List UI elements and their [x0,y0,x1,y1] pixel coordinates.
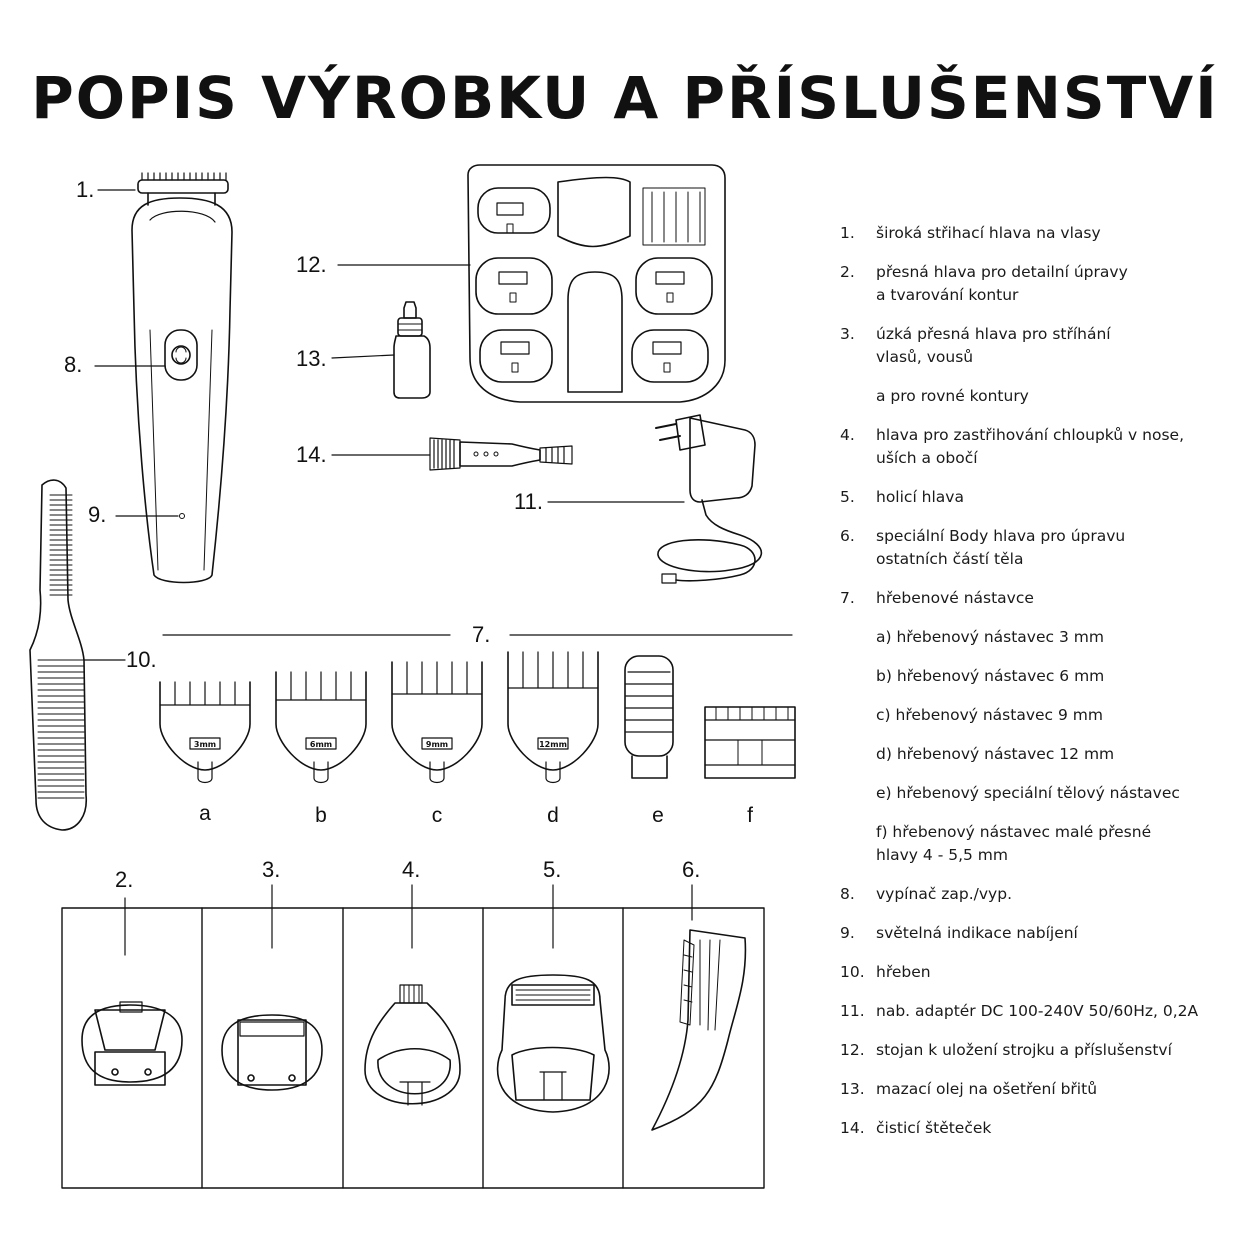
legend-text: a pro rovné kontury [876,387,1029,405]
adapter-illustration [656,415,761,583]
legend-item [840,1078,1240,1101]
comb-attachment-f [705,707,795,778]
callout-6: 6. [682,857,701,882]
comb-size-c: 9mm [425,740,449,749]
comb-attachment-d [508,652,598,783]
legend-item [840,704,1240,727]
callout-10: 10. [126,647,157,672]
legend-text: stojan k uložení strojku a příslušenství [876,1041,1172,1059]
legend-item [840,261,1240,307]
legend-text: světelná indikace nabíjení [876,924,1078,942]
head-6-illustration [652,930,745,1130]
callout-7: 7. [472,622,491,647]
legend-item [840,587,1240,610]
legend-text: speciální Body hlava pro úpravu ostatních částí těla [876,527,1126,568]
legend-text: hřeben [876,963,931,981]
callout-11: 11. [514,489,543,514]
attachment-letter-f: f [747,804,753,827]
legend-text: čisticí štěteček [876,1119,992,1137]
legend-text: c) hřebenový nástavec 9 mm [876,706,1103,724]
legend-number: 12. [840,1041,865,1059]
comb-attachment-a [160,682,250,783]
comb-attachment-b [276,672,366,783]
attachment-letter-b: b [315,804,327,827]
callout-14: 14. [296,442,327,467]
legend-item [840,1000,1240,1023]
legend-number: 10. [840,963,865,981]
parts-legend [840,222,1240,1156]
comb-attachment-c [392,662,482,783]
legend-text: široká střihací hlava na vlasy [876,224,1101,242]
legend-number: 3. [840,325,855,343]
head-2-illustration [82,1002,182,1085]
legend-item [840,1039,1240,1062]
legend-item [840,525,1240,571]
legend-text: vypínač zap./vyp. [876,885,1012,903]
legend-number: 7. [840,589,855,607]
callout-5: 5. [543,857,562,882]
legend-item [840,1117,1240,1140]
trimmer-illustration [132,173,232,583]
legend-item [840,961,1240,984]
legend-number: 9. [840,924,855,942]
legend-number: 6. [840,527,855,545]
legend-item [840,486,1240,509]
comb-size-a: 3mm [193,740,217,749]
legend-number: 8. [840,885,855,903]
legend-item [840,782,1240,805]
legend-item [840,385,1240,408]
callout-12: 12. [296,252,327,277]
legend-text: d) hřebenový nástavec 12 mm [876,745,1115,763]
legend-text: přesná hlava pro detailní úpravy a tvarování kontur [876,263,1128,304]
callout-13: 13. [296,346,327,371]
legend-item [840,743,1240,766]
callout-1: 1. [76,177,95,202]
callout-4: 4. [402,857,421,882]
legend-text: mazací olej na ošetření břitů [876,1080,1098,1098]
attachment-letter-a: a [199,802,211,825]
oil-bottle-illustration [394,302,430,398]
legend-text: f) hřebenový nástavec malé přesné hlavy 4 - 5,5 mm [876,823,1152,864]
callout-9: 9. [88,502,107,527]
brush-illustration [430,438,572,470]
comb-attachment-e [625,656,673,778]
attachment-letter-d: d [547,804,559,827]
head-3-illustration [222,1015,322,1090]
legend-item [840,922,1240,945]
legend-number: 14. [840,1119,865,1137]
head-5-illustration [498,975,610,1112]
head-4-illustration [365,985,460,1105]
callout-3: 3. [262,857,281,882]
legend-text: b) hřebenový nástavec 6 mm [876,667,1105,685]
legend-text: hlava pro zastřihování chloupků v nose, uších a obočí [876,426,1185,467]
callout-2: 2. [115,867,134,892]
legend-item [840,424,1240,470]
stand-illustration [468,165,725,402]
legend-number: 1. [840,224,855,242]
legend-item [840,626,1240,649]
legend-item [840,883,1240,906]
legend-text: nab. adaptér DC 100-240V 50/60Hz, 0,2A [876,1002,1199,1020]
legend-item [840,222,1240,245]
legend-text: a) hřebenový nástavec 3 mm [876,628,1104,646]
legend-number: 4. [840,426,855,444]
comb-size-d: 12mm [539,740,567,749]
attachment-letter-c: c [431,804,443,827]
callout-8: 8. [64,352,83,377]
legend-item [840,323,1240,369]
legend-number: 2. [840,263,855,281]
legend-item [840,821,1240,867]
legend-number: 11. [840,1002,865,1020]
comb-size-b: 6mm [309,740,333,749]
legend-text: e) hřebenový speciální tělový nástavec [876,784,1180,802]
legend-number: 13. [840,1080,865,1098]
comb-illustration [30,480,86,830]
legend-text: úzká přesná hlava pro stříhání vlasů, vousů [876,325,1111,366]
legend-text: holicí hlava [876,488,964,506]
legend-item [840,665,1240,688]
legend-number: 5. [840,488,855,506]
page-title: POPIS VÝROBKU A PŘÍSLUŠENSTVÍ [31,64,1219,132]
attachment-letter-e: e [652,804,664,827]
legend-text: hřebenové nástavce [876,589,1034,607]
